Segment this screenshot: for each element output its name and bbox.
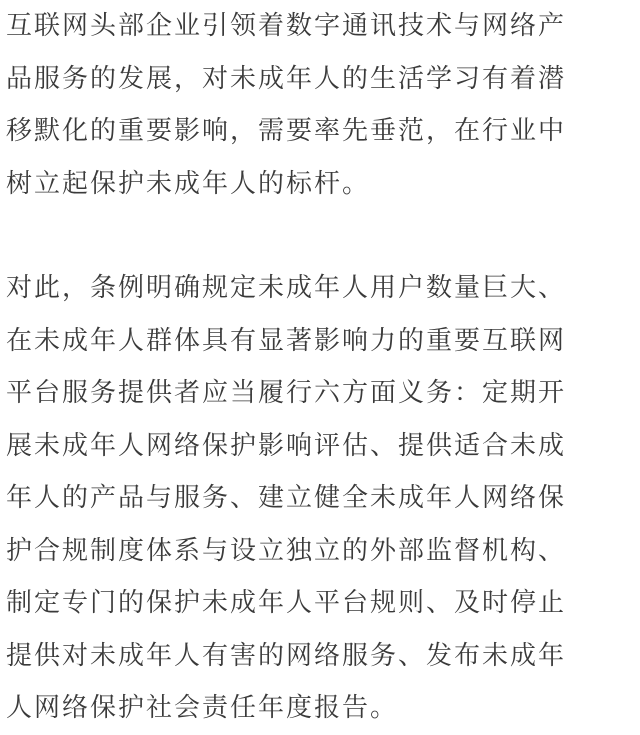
- paragraph-line: 对此，条例明确规定未成年人用户数量巨大、: [6, 273, 567, 303]
- article-body: [6, 0, 636, 723]
- paragraph-line: 在未成年人群体具有显著影响力的重要互联网: [6, 325, 567, 356]
- paragraph-line: 平台服务提供者应当履行六方面义务：定期开: [6, 378, 567, 408]
- paragraph-line: 人网络保护社会责任年度报告。: [6, 693, 399, 723]
- paragraph-line: 护合规制度体系与设立独立的外部监督机构、: [6, 535, 567, 566]
- paragraph-line: 树立起保护未成年人的标杆。: [6, 168, 371, 199]
- paragraph-line: 年人的产品与服务、建立健全未成年人网络保: [6, 483, 567, 513]
- paragraph-line: 品服务的发展，对未成年人的生活学习有着潜: [6, 63, 567, 94]
- paragraph-line: 移默化的重要影响，需要率先垂范，在行业中: [6, 116, 567, 146]
- paragraph-line: 互联网头部企业引领着数字通讯技术与网络产: [6, 11, 567, 41]
- paragraph-2: [6, 262, 566, 735]
- paragraph-line: 提供对未成年人有害的网络服务、发布未成年: [6, 640, 567, 671]
- paragraph-line: 展未成年人网络保护影响评估、提供适合未成: [6, 430, 567, 461]
- paragraph-line: 制定专门的保护未成年人平台规则、及时停止: [6, 588, 567, 618]
- paragraph-1: [6, 0, 636, 210]
